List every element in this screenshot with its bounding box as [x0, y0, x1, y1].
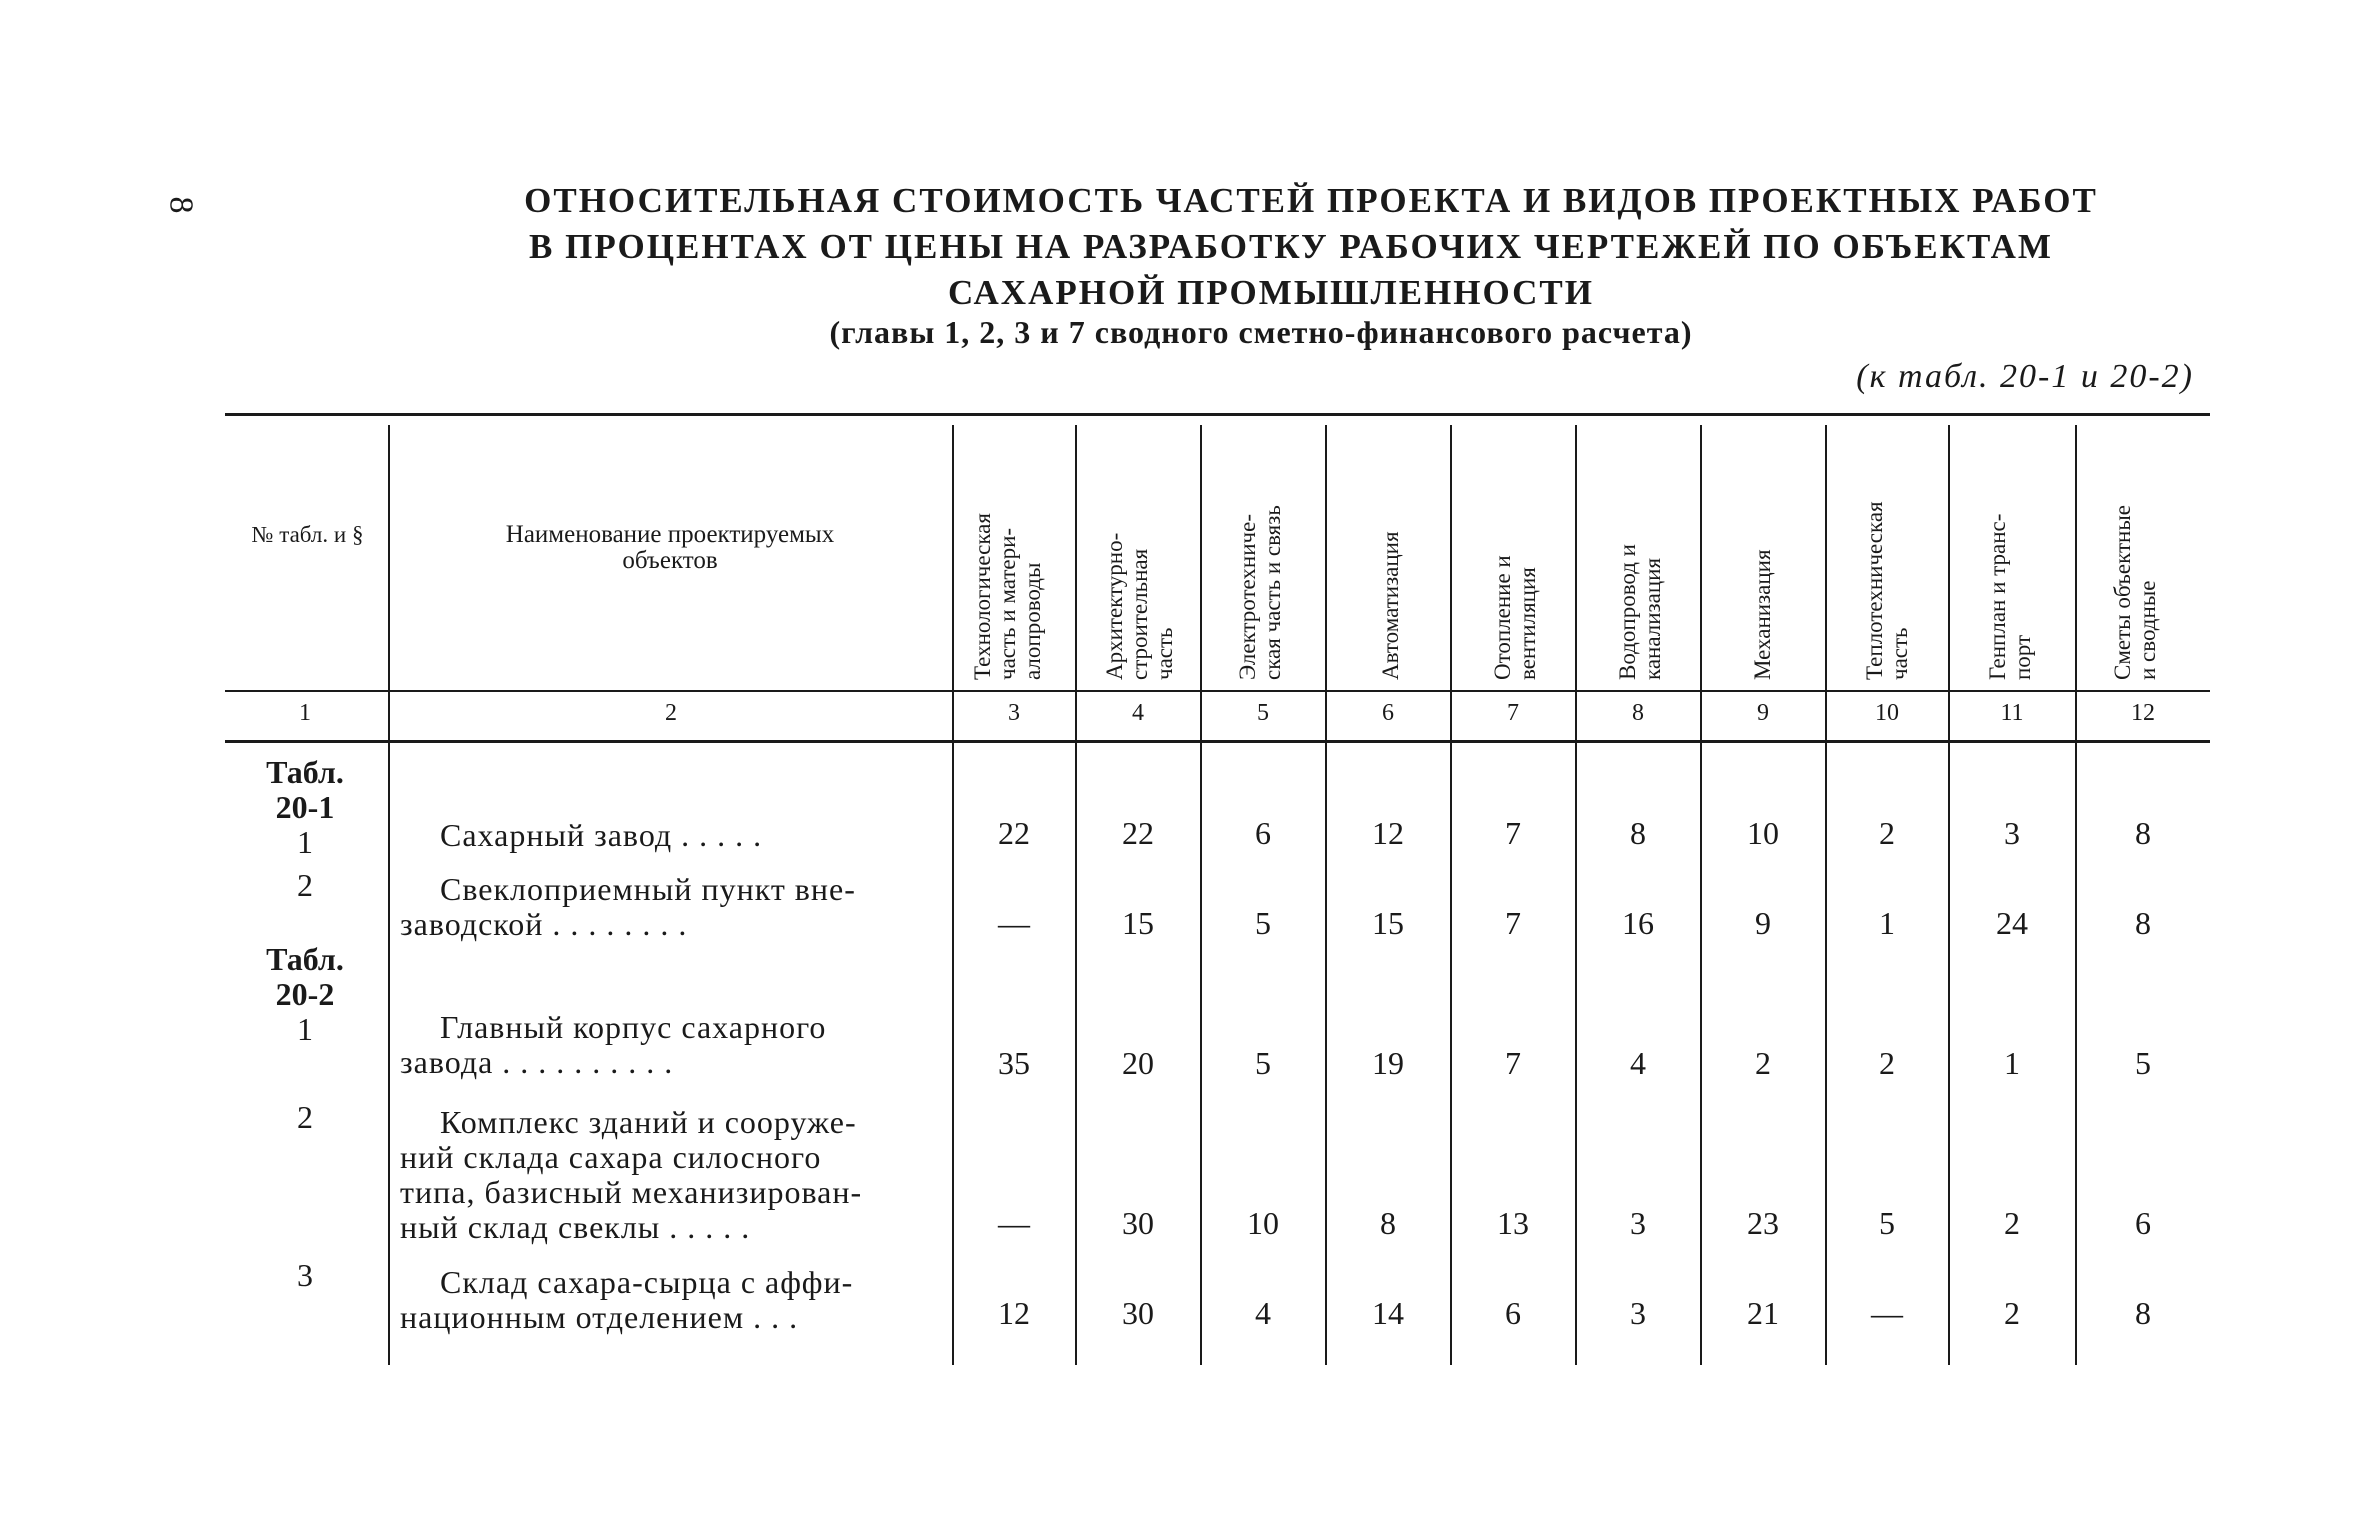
- column-number: 7: [1507, 700, 1519, 726]
- object-name-line: Сахарный завод . . . . .: [440, 817, 763, 853]
- value-cell: 12: [998, 1295, 1030, 1331]
- row-number: 1: [297, 1011, 313, 1047]
- col-divider: [1575, 425, 1577, 1365]
- value-cell: 7: [1505, 1045, 1521, 1081]
- header-estimates: Сметы объектные и сводные: [2110, 505, 2160, 680]
- column-number: 11: [2000, 700, 2024, 726]
- header-general-plan: Генплан и транс- порт: [1985, 513, 2035, 680]
- value-cell: 4: [1255, 1295, 1271, 1331]
- object-name: [400, 1105, 940, 1245]
- column-number: 4: [1132, 700, 1144, 726]
- value-cell: 8: [2135, 815, 2151, 851]
- col-divider: [1825, 425, 1827, 1365]
- value-cell: 6: [2135, 1205, 2151, 1241]
- header-object-name: Наименование проектируемых объектов: [505, 521, 835, 574]
- header-table-number: № табл. и §: [251, 522, 364, 547]
- object-name-line: типа, базисный механизирован-: [400, 1174, 863, 1210]
- column-number: 10: [1875, 700, 1899, 726]
- object-name: [400, 1265, 940, 1335]
- table-top-rule: [225, 413, 2210, 416]
- value-cell: 2: [2004, 1205, 2020, 1241]
- section-label: Табл.: [266, 754, 344, 790]
- value-cell: 6: [1255, 815, 1271, 851]
- value-cell: 2: [1879, 815, 1895, 851]
- col-divider: [1700, 425, 1702, 1365]
- value-cell: 19: [1372, 1045, 1404, 1081]
- column-number: 3: [1008, 700, 1020, 726]
- value-cell: 5: [2135, 1045, 2151, 1081]
- header-heating: Отопление и вентиляция: [1490, 555, 1540, 680]
- header-water: Водопровод и канализация: [1615, 544, 1665, 680]
- header-mechanization: Механизация: [1750, 549, 1775, 680]
- value-cell: 16: [1622, 905, 1654, 941]
- document-title: [0, 178, 2362, 316]
- column-number: 8: [1632, 700, 1644, 726]
- col-divider: [1948, 425, 1950, 1365]
- column-number: 9: [1757, 700, 1769, 726]
- value-cell: 3: [1630, 1205, 1646, 1241]
- colnum-bottom-rule: [225, 740, 2210, 743]
- value-cell: 9: [1755, 905, 1771, 941]
- value-cell: 1: [2004, 1045, 2020, 1081]
- title-line-1: ОТНОСИТЕЛЬНАЯ СТОИМОСТЬ ЧАСТЕЙ ПРОЕКТА И ВИДОВ ПРОЕКТНЫХ РАБОТ: [524, 181, 2098, 220]
- value-cell: 14: [1372, 1295, 1404, 1331]
- value-cell: 5: [1255, 1045, 1271, 1081]
- value-cell: 35: [998, 1045, 1030, 1081]
- section-label: 20-1: [275, 789, 335, 825]
- object-name-line: Свеклоприемный пункт вне-: [440, 871, 856, 907]
- object-name: [400, 818, 940, 853]
- value-cell: —: [998, 905, 1030, 941]
- value-cell: 1: [1879, 905, 1895, 941]
- value-cell: 6: [1505, 1295, 1521, 1331]
- col-divider: [388, 425, 390, 1365]
- col-divider: [1075, 425, 1077, 1365]
- section-label: Табл.: [266, 941, 344, 977]
- object-name-line: Комплекс зданий и сооруже-: [440, 1104, 857, 1140]
- value-cell: 23: [1747, 1205, 1779, 1241]
- value-cell: 7: [1505, 815, 1521, 851]
- value-cell: 30: [1122, 1295, 1154, 1331]
- value-cell: 2: [1879, 1045, 1895, 1081]
- value-cell: 8: [2135, 1295, 2151, 1331]
- object-name-line: Главный корпус сахарного: [440, 1009, 827, 1045]
- value-cell: 15: [1372, 905, 1404, 941]
- value-cell: —: [1871, 1295, 1903, 1331]
- col-divider: [2075, 425, 2077, 1365]
- value-cell: 12: [1372, 815, 1404, 851]
- value-cell: 15: [1122, 905, 1154, 941]
- value-cell: 8: [1630, 815, 1646, 851]
- section-label: 20-2: [275, 976, 335, 1012]
- row-number: 1: [297, 824, 313, 860]
- value-cell: 10: [1747, 815, 1779, 851]
- page-number: 8: [162, 196, 200, 214]
- table-reference: (к табл. 20-1 и 20-2): [1856, 358, 2194, 395]
- header-technological: Технологическая часть и матери- алопроводы: [970, 513, 1045, 680]
- value-cell: 5: [1879, 1205, 1895, 1241]
- value-cell: 2: [2004, 1295, 2020, 1331]
- value-cell: 10: [1247, 1205, 1279, 1241]
- object-name: [400, 1010, 940, 1080]
- value-cell: 13: [1497, 1205, 1529, 1241]
- value-cell: —: [998, 1205, 1030, 1241]
- header-bottom-rule: [225, 690, 2210, 692]
- header-heat-engineering: Теплотехническая часть: [1862, 501, 1912, 680]
- value-cell: 20: [1122, 1045, 1154, 1081]
- col-divider: [1325, 425, 1327, 1365]
- value-cell: 30: [1122, 1205, 1154, 1241]
- object-name-line: заводской . . . . . . . .: [400, 906, 688, 942]
- title-line-2: В ПРОЦЕНТАХ ОТ ЦЕНЫ НА РАЗРАБОТКУ РАБОЧИХ ЧЕРТЕЖЕЙ ПО ОБЪЕКТАМ: [529, 227, 2053, 266]
- object-name-line: Склад сахара-сырца с аффи-: [440, 1264, 854, 1300]
- value-cell: 4: [1630, 1045, 1646, 1081]
- title-line-3: САХАРНОЙ ПРОМЫШЛЕННОСТИ: [948, 273, 1594, 312]
- value-cell: 3: [1630, 1295, 1646, 1331]
- column-number: 12: [2131, 700, 2155, 726]
- column-number: 6: [1382, 700, 1394, 726]
- value-cell: 22: [1122, 815, 1154, 851]
- value-cell: 7: [1505, 905, 1521, 941]
- object-name: [400, 872, 940, 942]
- header-electrical: Электротехниче- ская часть и связь: [1235, 505, 1285, 680]
- document-subtitle: (главы 1, 2, 3 и 7 сводного сметно-финансового расчета): [829, 314, 1693, 350]
- object-name-line: ний склада сахара силосного: [400, 1139, 822, 1175]
- header-automation: Автоматизация: [1378, 531, 1403, 680]
- column-number: 2: [665, 700, 677, 726]
- col-divider: [1450, 425, 1452, 1365]
- value-cell: 8: [2135, 905, 2151, 941]
- object-name-line: национным отделением . . .: [400, 1299, 799, 1335]
- value-cell: 8: [1380, 1205, 1396, 1241]
- col-divider: [1200, 425, 1202, 1365]
- object-name-line: завода . . . . . . . . . .: [400, 1044, 674, 1080]
- column-number: 5: [1257, 700, 1269, 726]
- col-divider: [952, 425, 954, 1365]
- value-cell: 21: [1747, 1295, 1779, 1331]
- row-number: 2: [297, 1099, 313, 1135]
- row-number: 3: [297, 1257, 313, 1293]
- header-architectural: Архитектурно- строительная часть: [1102, 532, 1177, 680]
- column-number: 1: [299, 700, 311, 726]
- value-cell: 22: [998, 815, 1030, 851]
- value-cell: 24: [1996, 905, 2028, 941]
- row-number: 2: [297, 867, 313, 903]
- value-cell: 5: [1255, 905, 1271, 941]
- object-name-line: ный склад свеклы . . . . .: [400, 1209, 751, 1245]
- value-cell: 2: [1755, 1045, 1771, 1081]
- value-cell: 3: [2004, 815, 2020, 851]
